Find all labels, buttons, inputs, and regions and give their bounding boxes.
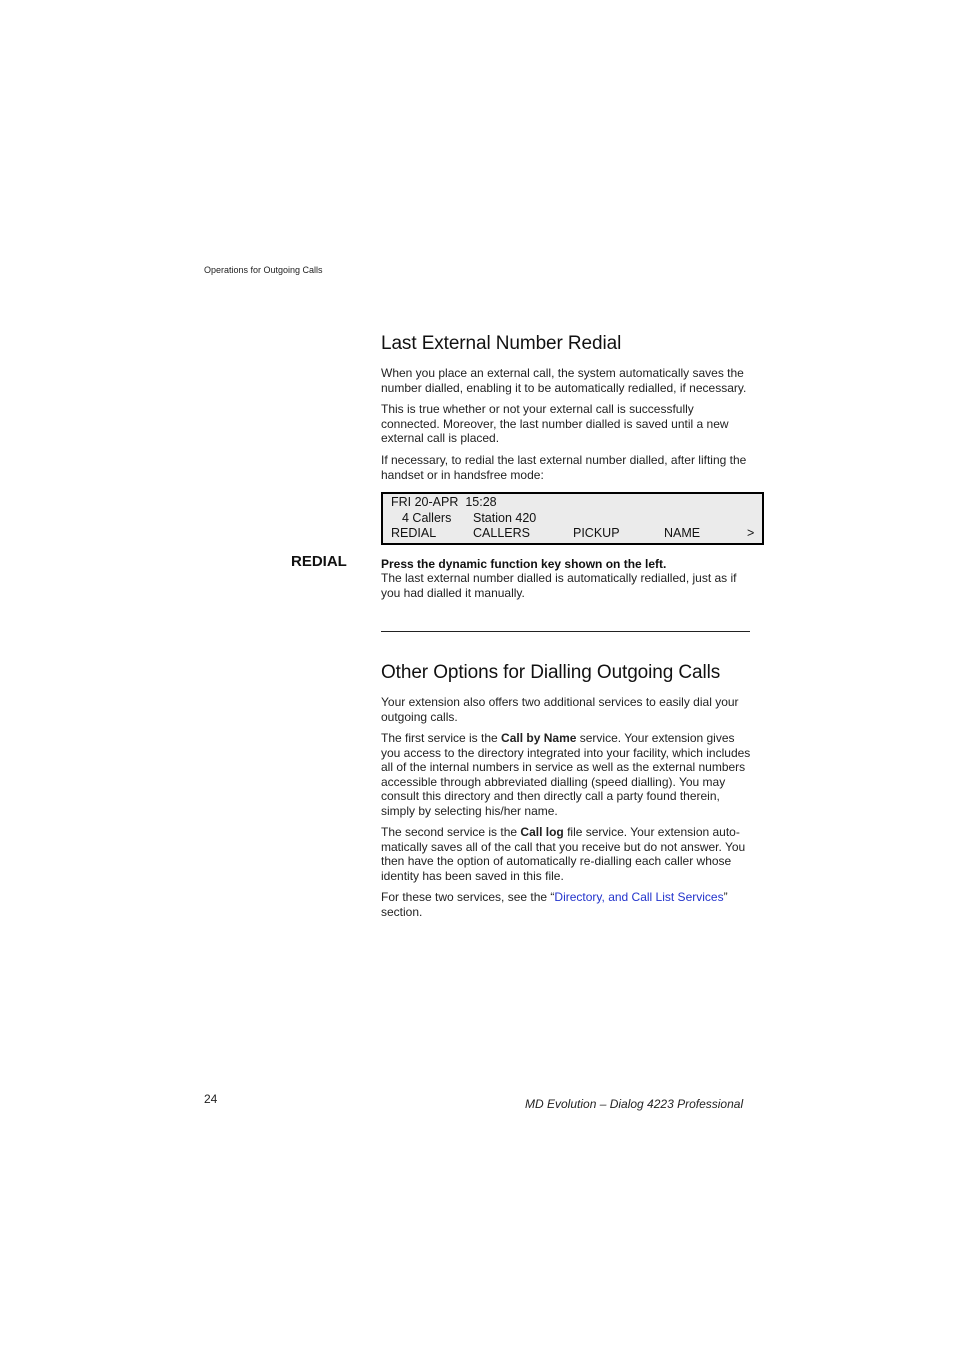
softkey-pickup[interactable]: PICKUP bbox=[573, 526, 620, 540]
service-name-call-by-name: Call by Name bbox=[501, 731, 577, 745]
section-title-last-external-number-redial: Last External Number Redial bbox=[381, 333, 622, 354]
text-run: service. Your extension gives you access to the directory integrated into your facility, which includes all of the internal numbers in service as well as the external numbers accessible through abbreviated dialling (speed dialling). You may consult this directory and then directly call a party found therein, simply by selecting his/her name. bbox=[381, 731, 751, 818]
text-run: For these two services, see the “ bbox=[381, 890, 555, 904]
paragraph-call-log bbox=[381, 825, 753, 883]
text-run: The second service is the bbox=[381, 825, 521, 839]
footer-document-title: MD Evolution – Dialog 4223 Professional bbox=[525, 1097, 744, 1111]
paragraph: When you place an external call, the system automatically saves the number dialled, enabling it to be automatically redialled, if necessary. bbox=[381, 366, 747, 395]
paragraph-see-also bbox=[381, 890, 753, 919]
softkey-redial[interactable]: REDIAL bbox=[391, 526, 437, 540]
paragraph: Your extension also offers two additional services to easily dial your outgoing calls. bbox=[381, 695, 739, 724]
cross-reference-link[interactable]: Directory, and Call List Services bbox=[554, 890, 724, 904]
softkey-name[interactable]: NAME bbox=[664, 526, 701, 540]
text-run: The first service is the bbox=[381, 731, 502, 745]
step-key-label: REDIAL bbox=[291, 553, 347, 570]
text-run: ” section. bbox=[381, 890, 728, 919]
service-name-call-log: Call log bbox=[520, 825, 564, 839]
display-station: Station 420 bbox=[473, 511, 537, 525]
paragraph-call-by-name bbox=[381, 731, 753, 819]
step-result: The last external number dialled is automatically redialled, just as if you had dialled it manually. bbox=[381, 571, 737, 600]
display-date-time: FRI 20-APR 15:28 bbox=[391, 495, 497, 509]
text-run: file service. Your extension auto-matically saves all of the call that you receive but do not answer. You then have the option of automatically re-dialling each caller whose identity has been saved in this file. bbox=[381, 825, 746, 883]
phone-display bbox=[381, 492, 764, 545]
section-title-other-options: Other Options for Dialling Outgoing Calls bbox=[381, 662, 721, 683]
running-head: Operations for Outgoing Calls bbox=[204, 265, 323, 275]
display-callers: 4 Callers bbox=[402, 511, 452, 525]
softkey-more-arrow[interactable]: > bbox=[747, 526, 755, 540]
section-divider bbox=[381, 631, 750, 632]
page-number: 24 bbox=[204, 1092, 218, 1106]
step-instruction: Press the dynamic function key shown on the left. bbox=[381, 557, 667, 571]
softkey-callers[interactable]: CALLERS bbox=[473, 526, 530, 540]
paragraph: If necessary, to redial the last external number dialled, after lifting the handset or in handsfree mode: bbox=[381, 453, 747, 482]
paragraph: This is true whether or not your external call is successfully connected. Moreover, the last number dialled is saved until a new external call is placed. bbox=[381, 402, 729, 446]
